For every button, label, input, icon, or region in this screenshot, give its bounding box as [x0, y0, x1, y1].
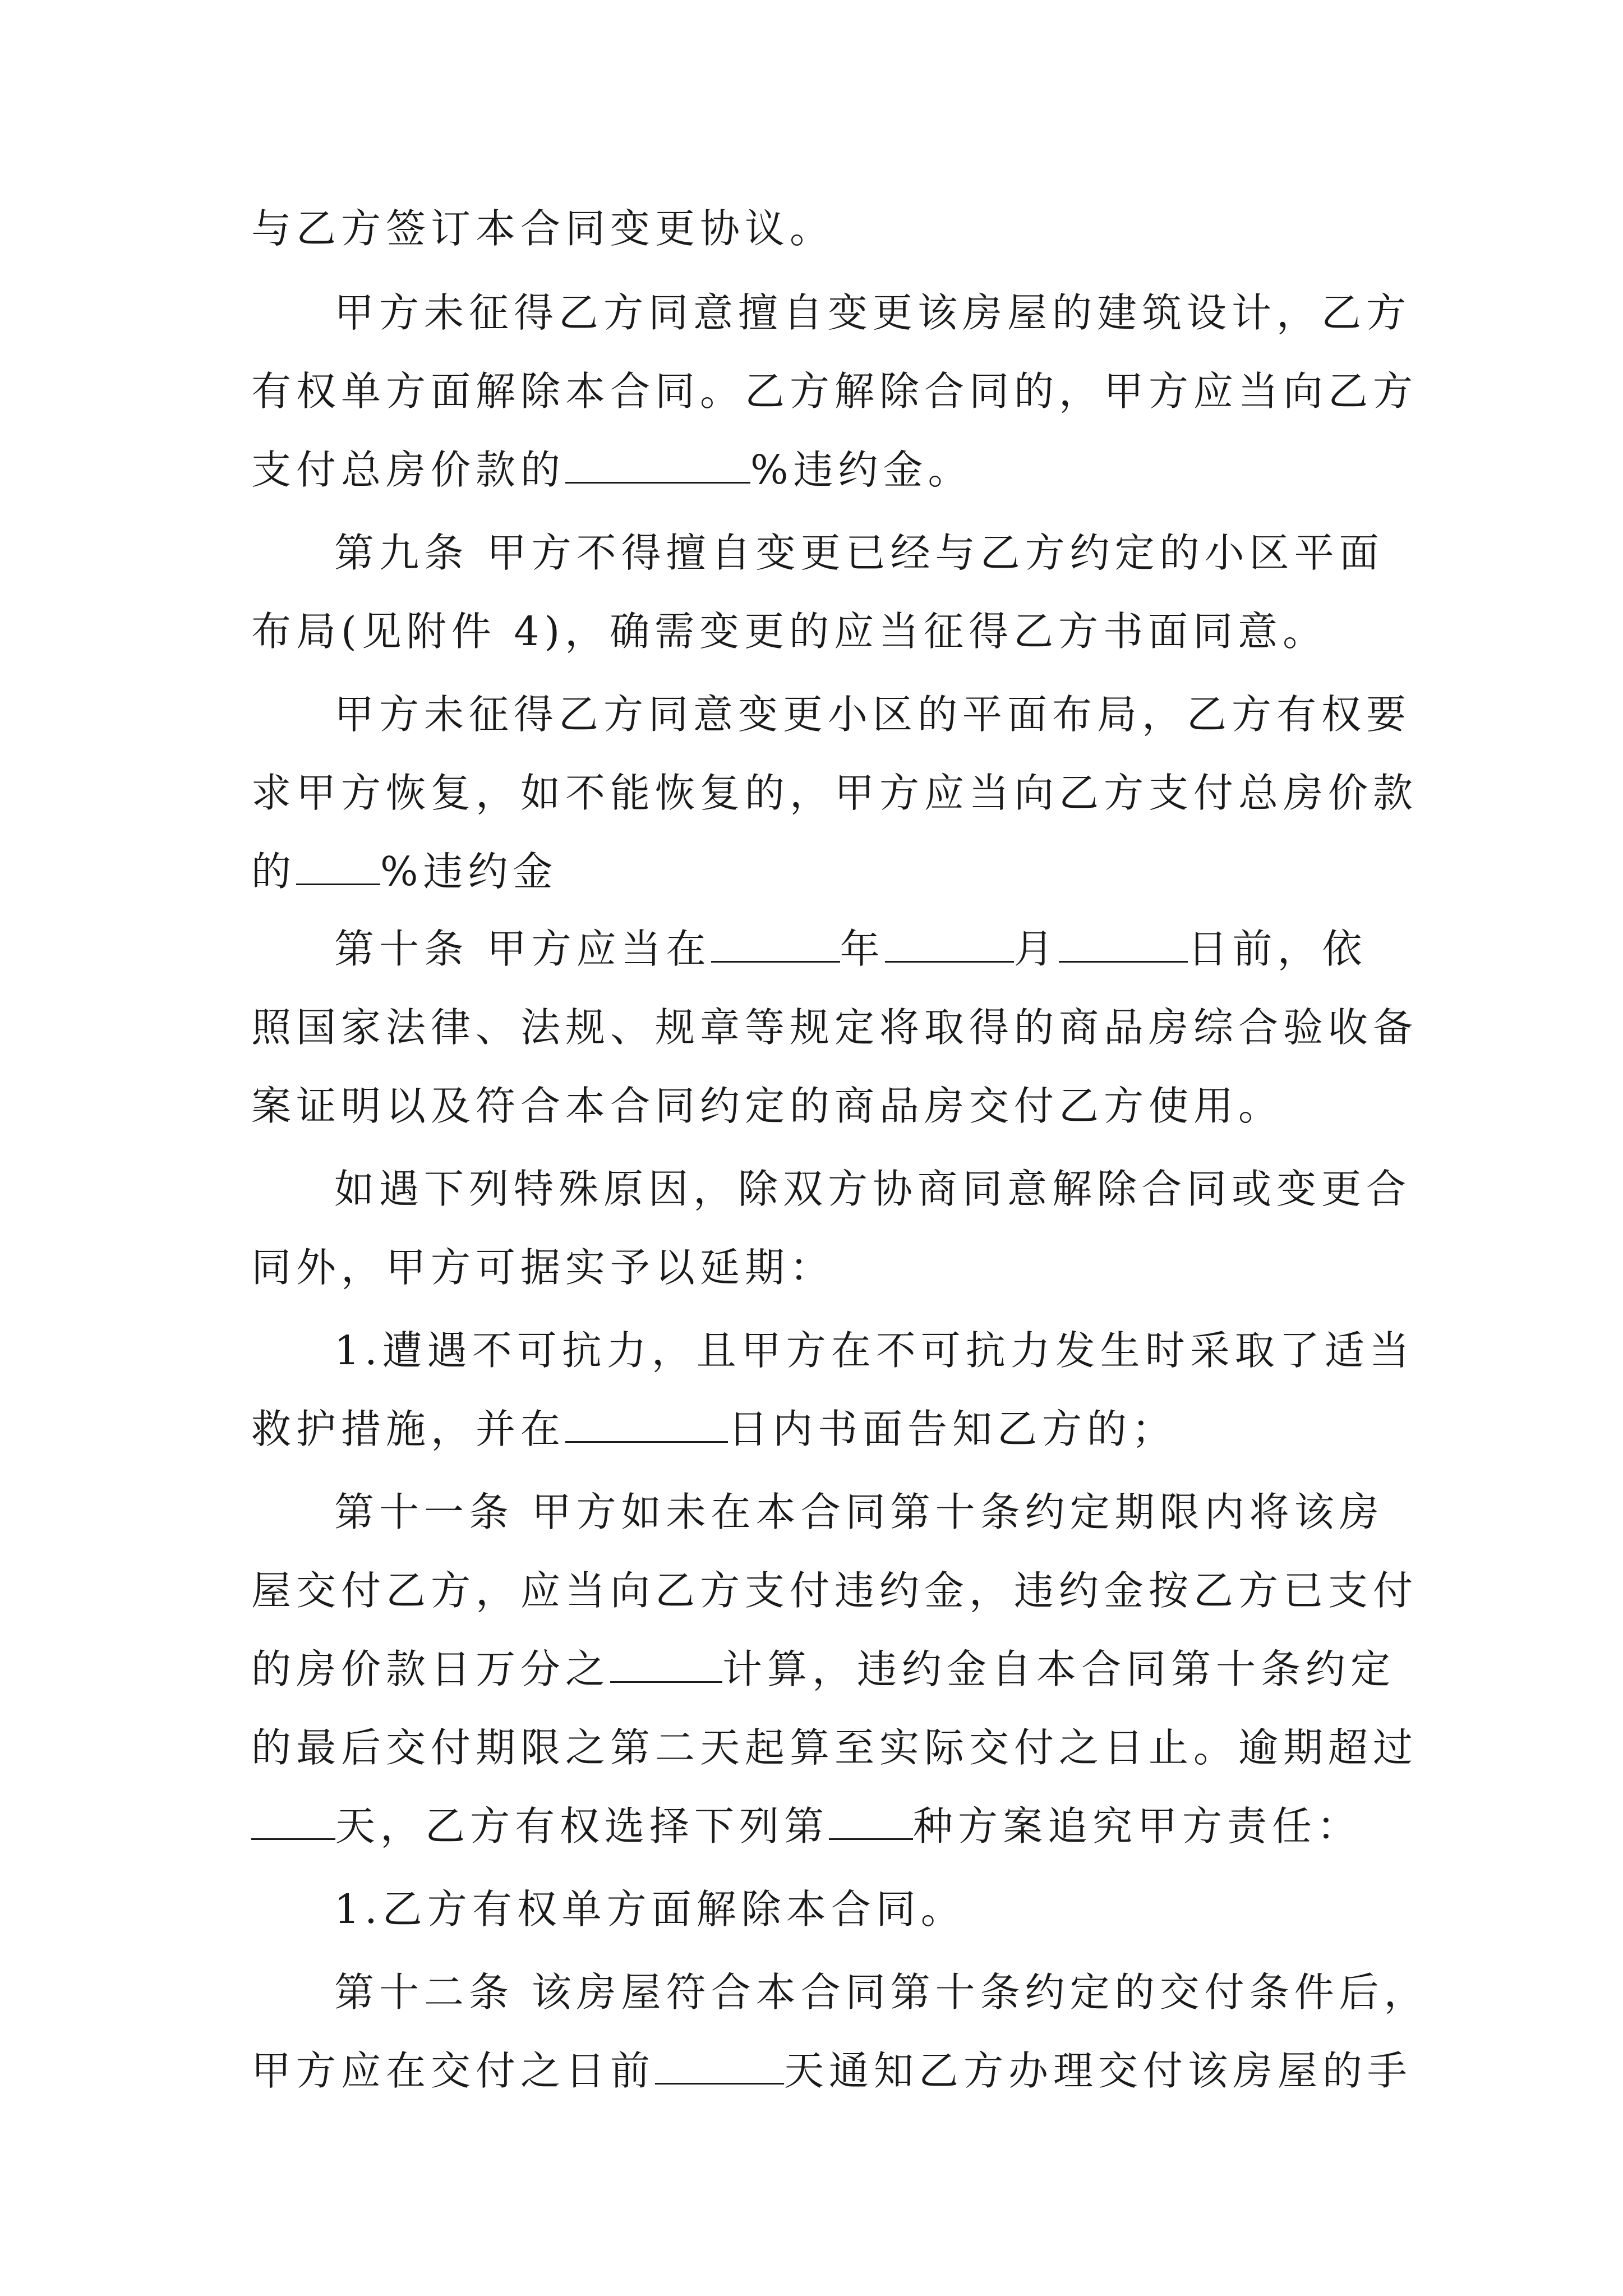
paragraph-text: 年: [840, 926, 885, 972]
paragraph-text: 有权单方面解除本合同。乙方解除合同的，甲方应当向乙方: [251, 368, 1418, 415]
paragraph-text: 第九条 甲方不得擅自变更已经与乙方约定的小区平面: [334, 530, 1384, 576]
paragraph-text: 第十一条 甲方如未在本合同第十条约定期限内将该房: [334, 1489, 1384, 1535]
paragraph-text: %违约金: [380, 848, 558, 895]
paragraph-text: 如遇下列特殊原因，除双方协商同意解除合同或变更合: [334, 1166, 1412, 1212]
paragraph-text: 的: [251, 848, 297, 895]
text-line: [251, 604, 1327, 660]
text-line: [251, 1720, 1418, 1776]
paragraph-text: 甲方应在交付之日前: [251, 2047, 656, 2094]
fill-in-blank: [296, 848, 380, 885]
text-line: [334, 285, 1411, 341]
paragraph-text: 布局(见附件 4)，确需变更的应当征得乙方书面同意。: [251, 608, 1328, 655]
paragraph-text: 月: [1013, 926, 1059, 972]
paragraph-text: 1.乙方有权单方面解除本合同。: [334, 1886, 966, 1932]
fill-in-blank: [610, 1645, 722, 1683]
text-line: [251, 1563, 1418, 1619]
paragraph-text: 照国家法律、法规、规章等规定将取得的商品房综合验收备: [251, 1004, 1418, 1051]
fill-in-blank: [251, 1802, 335, 1840]
paragraph-text: 救护措施，并在: [251, 1406, 566, 1452]
paragraph-text: 求甲方恢复，如不能恢复的，甲方应当向乙方支付总房价款: [251, 770, 1418, 816]
text-line: [251, 765, 1418, 821]
text-line: [334, 1484, 1384, 1540]
paragraph-text: 1.遭遇不可抗力，且甲方在不可抗力发生时采取了适当: [334, 1327, 1414, 1374]
paragraph-text: 案证明以及符合本合同约定的商品房交付乙方使用。: [251, 1083, 1284, 1129]
paragraph-text: 同外，甲方可据实予以延期：: [251, 1244, 835, 1291]
paragraph-text: 甲方未征得乙方同意变更小区的平面布局，乙方有权要: [334, 691, 1412, 738]
paragraph-text: 种方案追究甲方责任：: [913, 1803, 1362, 1849]
paragraph-text: 与乙方签订本合同变更协议。: [251, 205, 835, 252]
paragraph-text: 计算，违约金自本合同第十条约定: [722, 1646, 1396, 1692]
text-line: [251, 201, 834, 257]
paragraph-text: 屋交付乙方，应当向乙方支付违约金，违约金按乙方已支付: [251, 1567, 1418, 1614]
fill-in-blank: [1059, 925, 1188, 963]
text-line: [251, 1240, 834, 1296]
text-line: [334, 921, 1367, 977]
paragraph-text: 甲方未征得乙方同意擅自变更该房屋的建筑设计，乙方: [334, 289, 1412, 336]
paragraph-text: 日内书面告知乙方的；: [728, 1406, 1177, 1452]
fill-in-blank: [655, 2047, 784, 2085]
fill-in-blank: [711, 925, 840, 963]
paragraph-text: 第十二条 该房屋符合本合同第十条约定的交付条件后，: [334, 1969, 1429, 2016]
text-line: [334, 1881, 966, 1938]
paragraph-text: 支付总房价款的: [251, 447, 566, 493]
text-line: [251, 364, 1418, 420]
text-line: [334, 1964, 1429, 2021]
text-line: [251, 2043, 1412, 2099]
text-line: [251, 1798, 1362, 1855]
paragraph-text: 天通知乙方办理交付该房屋的手: [784, 2047, 1413, 2094]
paragraph-text: 的最后交付期限之第二天起算至实际交付之日止。逾期超过: [251, 1724, 1418, 1771]
fill-in-blank: [829, 1802, 913, 1840]
text-line: [334, 687, 1411, 743]
text-line: [334, 1323, 1414, 1379]
text-line: [251, 1078, 1283, 1134]
paragraph-text: %违约金。: [750, 447, 973, 493]
text-line: [251, 844, 557, 900]
text-line: [251, 442, 972, 498]
fill-in-blank: [885, 925, 1014, 963]
text-line: [334, 525, 1384, 581]
paragraph-text: 天，乙方有权选择下列第: [335, 1803, 829, 1849]
paragraph-text: 的房价款日万分之: [251, 1646, 611, 1692]
text-line: [251, 1000, 1418, 1056]
fill-in-blank: [565, 1405, 728, 1443]
fill-in-blank: [565, 446, 750, 484]
paragraph-text: 日前，依: [1187, 926, 1367, 972]
text-line: [334, 1161, 1411, 1217]
text-line: [251, 1401, 1177, 1457]
paragraph-text: 第十条 甲方应当在: [334, 926, 711, 972]
text-line: [251, 1641, 1395, 1697]
